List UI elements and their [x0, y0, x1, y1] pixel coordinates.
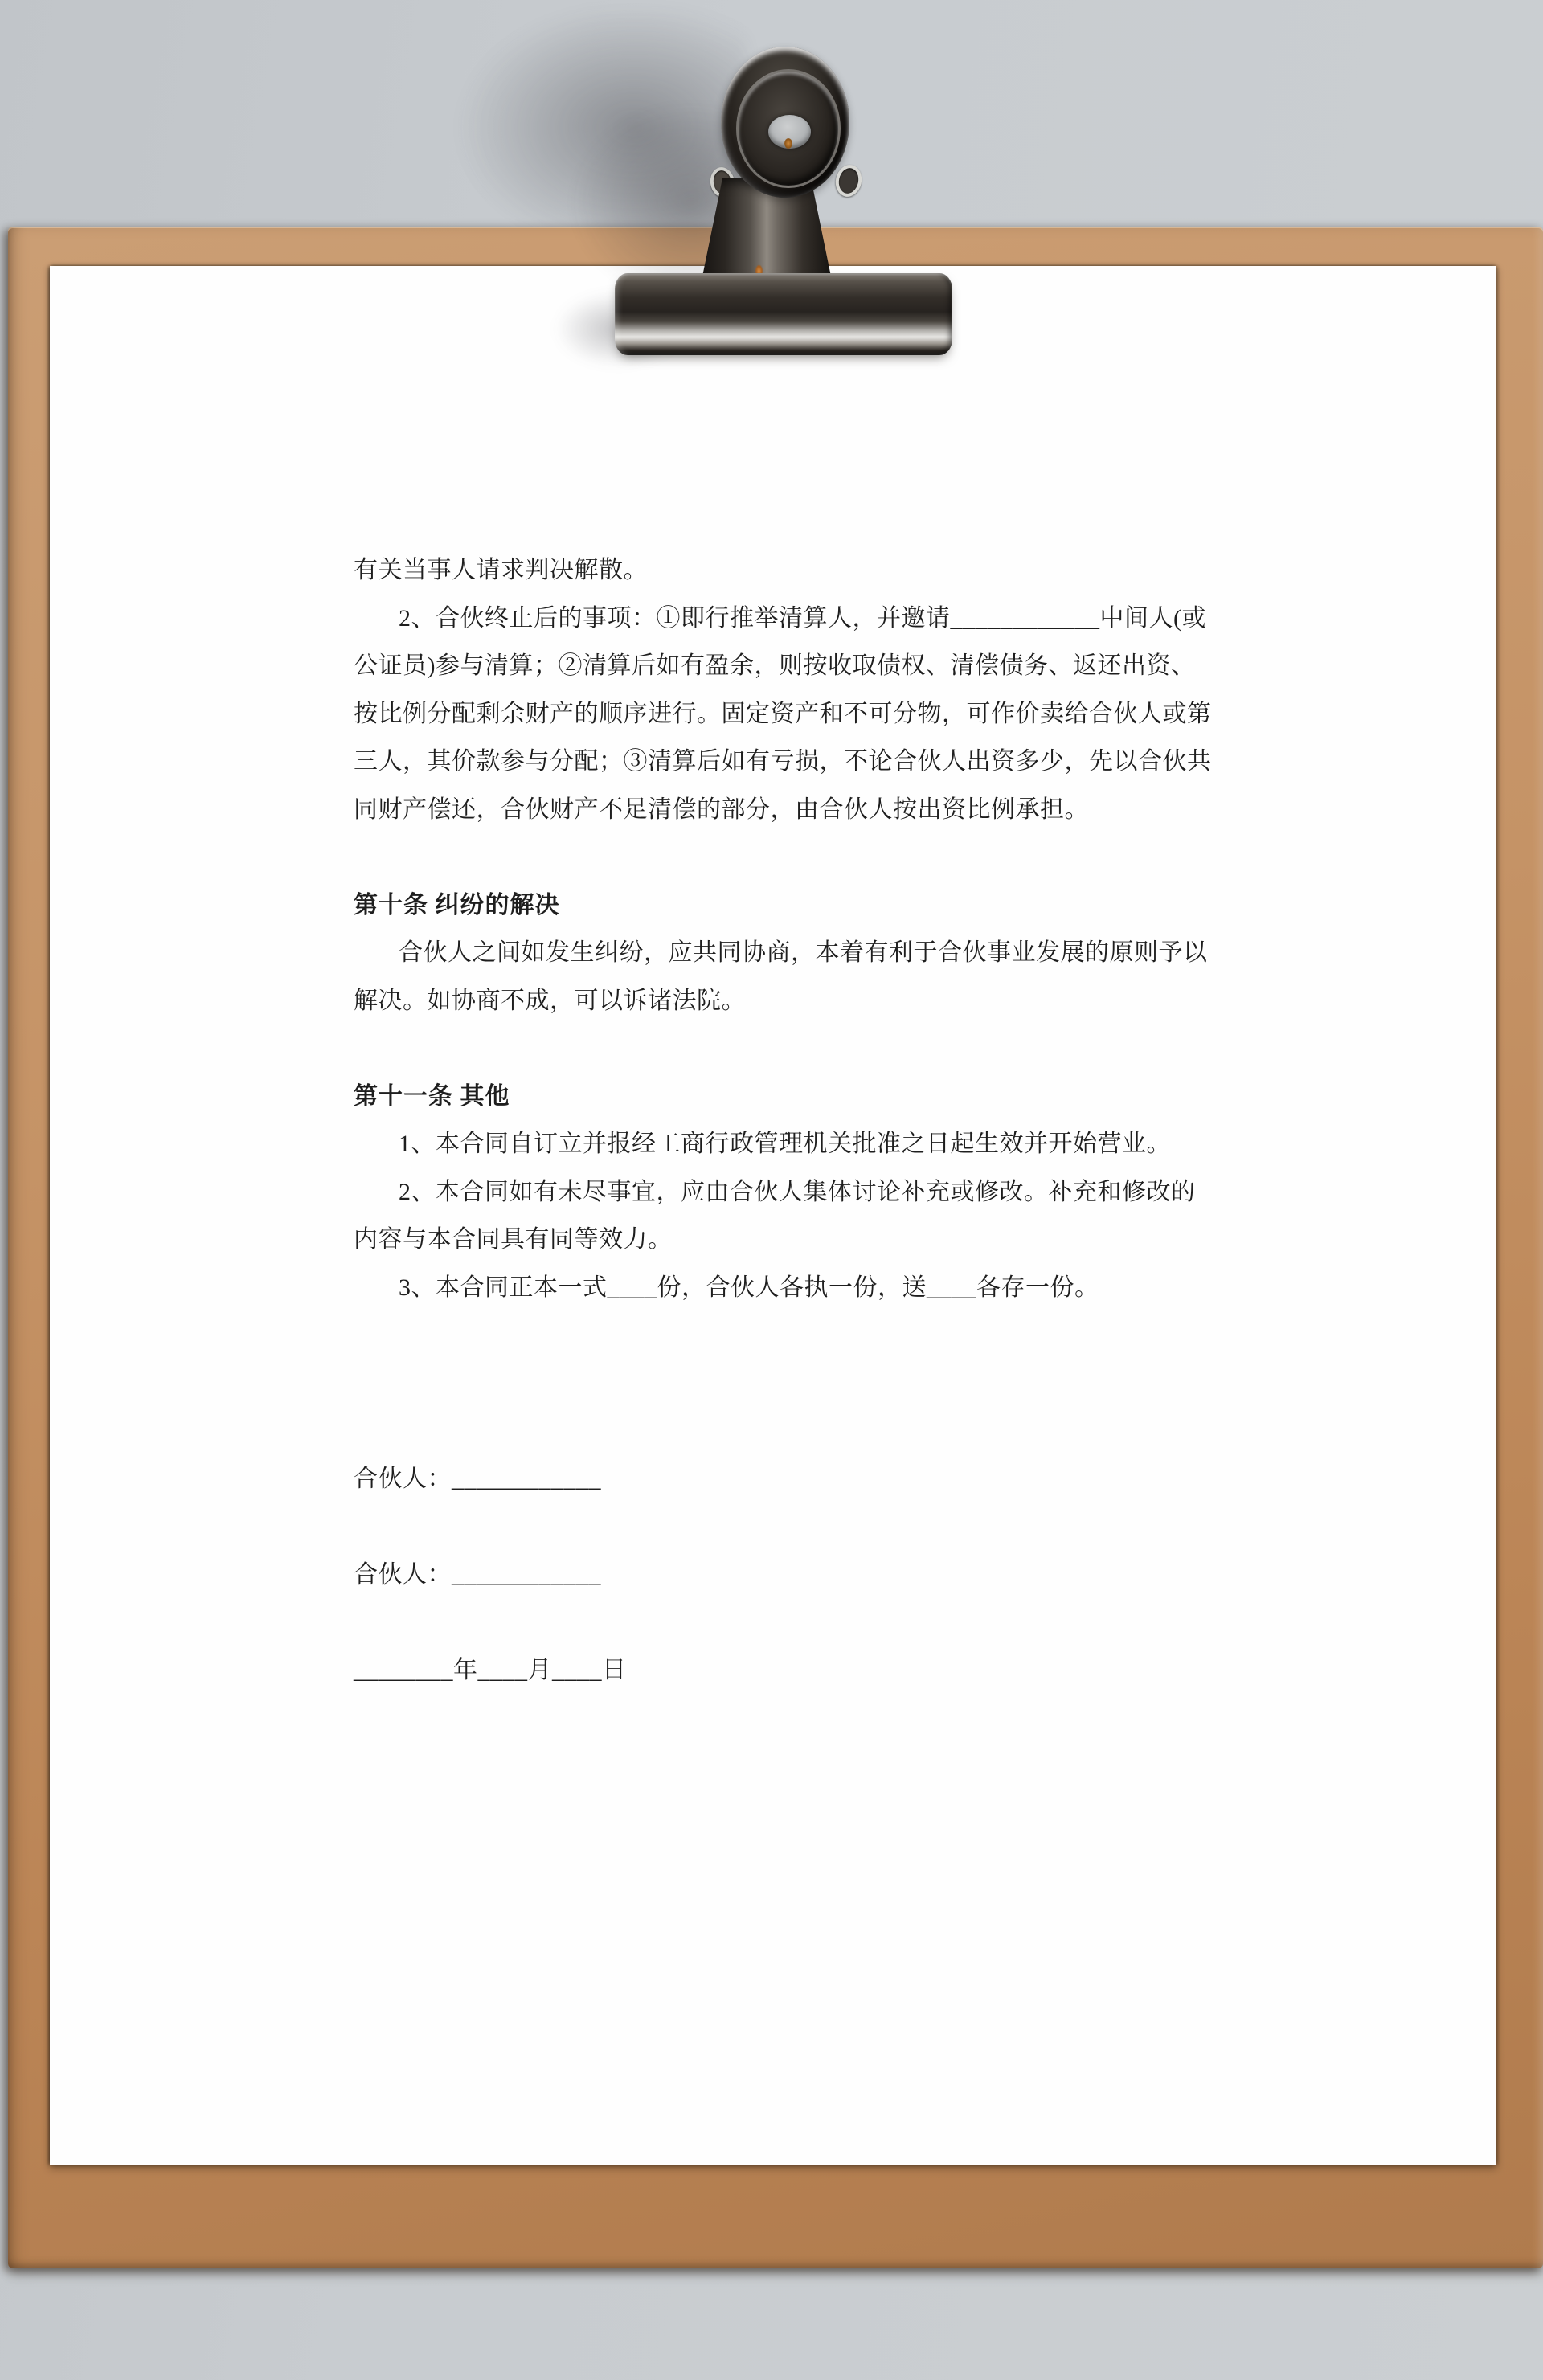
clip-wire-ear-right — [833, 162, 865, 199]
date-line: ________年____月____日 — [354, 1656, 627, 1683]
contract-line: 3、本合同正本一式____份，合伙人各执一份，送____各存一份。 — [399, 1274, 1099, 1301]
section-heading-10: 第十条 纠纷的解决 — [354, 891, 560, 918]
contract-line: 公证员)参与清算；②清算后如有盈余，则按收取债权、清偿债务、返还出资、 — [354, 652, 1196, 679]
clip-hole-glint — [784, 138, 792, 149]
contract-line: 按比例分配剩余财产的顺序进行。固定资产和不可分物，可作价卖给合伙人或第 — [354, 700, 1212, 727]
contract-line: 三人，其价款参与分配；③清算后如有亏损，不论合伙人出资多少，先以合伙共 — [354, 748, 1212, 775]
contract-text — [354, 546, 1212, 1694]
clip-grip-bar — [615, 273, 952, 355]
contract-line: 1、本合同自订立并报经工商行政管理机关批准之日起生效并开始营业。 — [399, 1131, 1171, 1157]
contract-paper — [50, 266, 1496, 2165]
contract-line: 内容与本合同具有同等效力。 — [354, 1226, 673, 1253]
partner-signature-line: 合伙人：____________ — [354, 1560, 601, 1588]
contract-line: 解决。如协商不成，可以诉诸法院。 — [354, 987, 746, 1014]
contract-line: 合伙人之间如发生纠纷，应共同协商，本着有利于合伙事业发展的原则予以 — [399, 939, 1208, 966]
section-heading-11: 第十一条 其他 — [354, 1082, 510, 1110]
contract-line: 2、本合同如有未尽事宜，应由合伙人集体讨论补充或修改。补充和修改的 — [399, 1178, 1196, 1205]
partner-signature-line: 合伙人：____________ — [354, 1465, 601, 1492]
contract-line: 2、合伙终止后的事项：①即行推举清算人，并邀请____________中间人(或 — [399, 604, 1206, 632]
contract-line: 有关当事人请求判决解散。 — [354, 557, 648, 583]
contract-line: 同财产偿还，合伙财产不足清偿的部分，由合伙人按出资比例承担。 — [354, 795, 1089, 823]
